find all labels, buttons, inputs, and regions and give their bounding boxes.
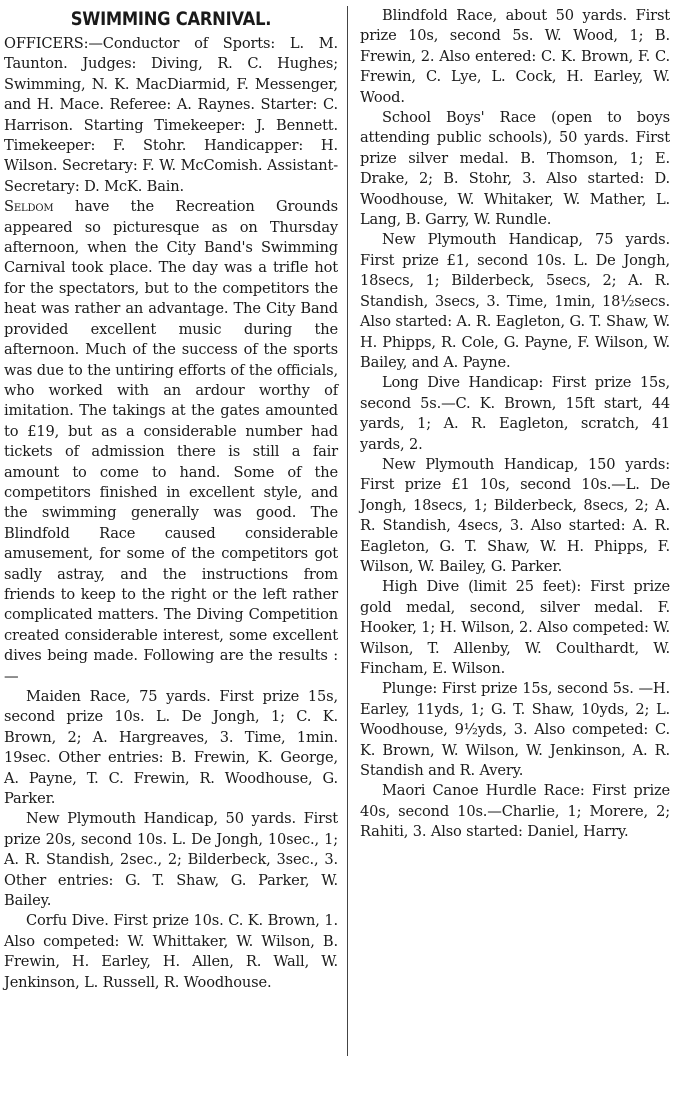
intro-paragraph <box>4 197 338 687</box>
plunge-result: Plunge: First prize 15s, second 5s. —H. Earley, 11yds, 1; G. T. Shaw, 10yds, 2; L. Woodhouse, 9½yds, 3. Also competed: C. K. Brown, W. Wilson, W. Jenkinson, A. R. Standish and R. Avery. <box>360 680 670 780</box>
school-boys-race-result: School Boys' Race (open to boys attending public schools), 50 yards. First prize silver medal. B. Thomson, 1; E. Drake, 2; B. Stohr, 3. Also started: D. Woodhouse, W. Whitaker, W. Mather, L. Lang, B. Garry, W. Rundle. <box>360 109 670 229</box>
maori-canoe-result: Maori Canoe Hurdle Race: First prize 40s, second 10s.—Charlie, 1; Morere, 2; Rahiti, 3. Also started: Daniel, Harry. <box>360 782 670 841</box>
long-dive-result: Long Dive Handicap: First prize 15s, second 5s.—C. K. Brown, 15ft start, 44 yards, 1; A. R. Eagleton, scratch, 41 yards, 2. <box>360 374 670 453</box>
intro-text: have the Recreation Grounds appeared so picturesque as on Thursday afternoon, when the City Band's Swimming Carnival took place. The day was a trifle hot for the spectators, but to the competitors the heat was rather an advantage. The City Band provided excellent music during the afternoon. Much of the success of the sports was due to the untiring efforts of the officials, who worked with an ardour worthy of imitation. The takings at the gates amounted to £19, but as a considerable number had tickets of admission there is still a fair amount to come to hand. Some of the competitors finished in excellent style, and the swimming generally was good. The Blindfold Race caused considerable amusement, for some of the competitors got sadly astray, and the instructions from friends to keep to the right or the left rather complicated matters. The Diving Competition created considerable interest, some excellent dives being made. Following are the results :— <box>4 198 338 685</box>
right-column <box>360 6 670 843</box>
maiden-race-result: Maiden Race, 75 yards. First prize 15s, second prize 10s. L. De Jongh, 1; C. K. Brown, 2; A. Hargreaves, 3. Time, 1min. 19sec. Other entries: B. Frewin, K. George, A. Payne, T. C. Frewin, R. Woodhouse, G. Parker. <box>4 688 338 808</box>
officers-text: :—Conductor of Sports: L. M. Taunton. Judges: Diving, R. C. Hughes; Swimming, N. K. MacDiarmid, F. Messenger, and H. Mace. Referee: A. Raynes. Starter: C. Harrison. Starting Timekeeper: J. Bennett. Timekeeper: F. Stohr. Handicapper: H. Wilson. Secretary: F. W. McComish. Assistant-Secretary: D. McK. Bain. <box>4 35 338 195</box>
intro-lead: Seldom <box>4 198 54 216</box>
np-handicap-150-result: New Plymouth Handicap, 150 yards: First prize £1 10s, second 10s.—L. De Jongh, 18secs, 1; Bilderbeck, 8secs, 2; A. R. Standish, 4secs, 3. Also started: A. R. Eagleton, G. T. Shaw, W. H. Phipps, F. Wilson, W. Bailey, G. Parker. <box>360 455 670 575</box>
left-column <box>4 6 338 993</box>
high-dive-result: High Dive (limit 25 feet): First prize gold medal, second, silver medal. F. Hooker, 1; H. Wilson, 2. Also competed: W. Wilson, T. Allenby, W. Coulthardt, W. Fincham, E. Wilson. <box>360 578 670 677</box>
corfu-dive-result: Corfu Dive. First prize 10s. C. K. Brown, 1. Also competed: W. Whittaker, W. Wilson, B. Frewin, H. Earley, H. Allen, R. Wall, W. Jenkinson, L. Russell, R. Woodhouse. <box>4 912 338 991</box>
np-handicap-50-result: New Plymouth Handicap, 50 yards. First prize 20s, second 10s. L. De Jongh, 10sec., 1; A. R. Standish, 2sec., 2; Bilderbeck, 3sec., 3. Other entries: G. T. Shaw, G. Parker, W. Bailey. <box>4 810 338 910</box>
officers-paragraph <box>4 34 338 197</box>
column-divider <box>347 6 348 1056</box>
officers-lead: OFFICERS <box>4 35 84 52</box>
blindfold-race-result: Blindfold Race, about 50 yards. First prize 10s, second 5s. W. Wood, 1; B. Frewin, 2. Also entered: C. K. Brown, F. C. Frewin, C. Lye, L. Cock, H. Earley, W. Wood. <box>360 7 670 106</box>
np-handicap-75-result: New Plymouth Handicap, 75 yards. First prize £1, second 10s. L. De Jongh, 18secs, 1; Bilderbeck, 5secs, 2; A. R. Standish, 3secs, 3. Time, 1min, 18½secs. Also started: A. R. Eagleton, G. T. Shaw, W. H. Phipps, R. Cole, G. Payne, F. Wilson, W. Bailey, and A. Payne. <box>360 231 670 371</box>
headline: SWIMMING CARNIVAL. <box>70 8 272 30</box>
